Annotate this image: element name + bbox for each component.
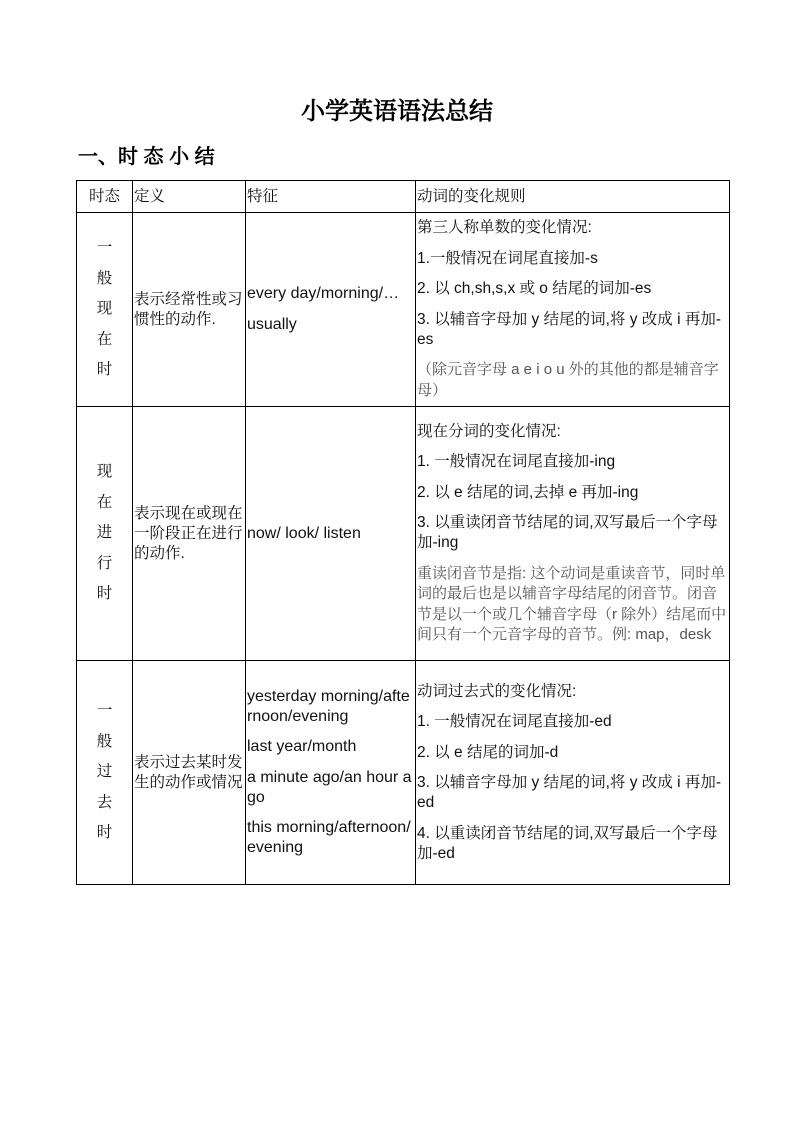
feature-item: usually: [247, 315, 297, 333]
tense-char: 行: [96, 554, 113, 572]
features-cell: [246, 213, 416, 407]
tense-char: 去: [96, 793, 113, 811]
definition-cell: 表示现在或现在一阶段正在进行的动作.: [133, 407, 246, 661]
features-cell: [246, 407, 416, 661]
feature-item: a minute ago/an hour ago: [247, 768, 412, 806]
definition-cell: 表示经常性或习惯性的动作.: [133, 213, 246, 407]
header-rules: 动词的变化规则: [416, 181, 730, 213]
tense-name-cell: [77, 661, 133, 885]
tense-char: 一: [96, 702, 113, 720]
tense-char: 现: [96, 463, 113, 481]
table-row: [77, 407, 730, 661]
header-features: 特征: [246, 181, 416, 213]
rule-item: 2. 以 e 结尾的词加-d: [417, 743, 559, 761]
tense-char: 在: [96, 330, 113, 348]
tense-char: 般: [96, 269, 113, 287]
tense-char: 时: [96, 824, 113, 842]
rule-note: （除元音字母 a e i o u 外的其他的都是辅音字母）: [417, 361, 719, 399]
rule-item: 3. 以辅音字母加 y 结尾的词,将 y 改成 i 再加-ed: [417, 774, 721, 811]
tense-name-cell: [77, 407, 133, 661]
features-cell: [246, 661, 416, 885]
definition-cell: 表示过去某时发生的动作或情况: [133, 661, 246, 885]
rules-cell: [416, 407, 730, 661]
tense-summary-table: [76, 180, 730, 885]
rule-item: 1. 一般情况在词尾直接加-ing: [417, 453, 616, 471]
rule-item: 2. 以 ch,sh,s,x 或 o 结尾的词加-es: [417, 280, 652, 298]
feature-item: yesterday morning/afternoon/evening: [247, 687, 410, 725]
rule-item: 现在分词的变化情况:: [417, 422, 561, 440]
tense-char: 时: [96, 361, 113, 379]
rule-item: 3. 以重读闭音节结尾的词,双写最后一个字母加-ing: [417, 514, 718, 552]
tense-char: 过: [96, 763, 113, 781]
tense-name-cell: [77, 213, 133, 407]
tense-char: 现: [96, 300, 113, 318]
rule-note: 重读闭音节是指: 这个动词是重读音节，同时单词的最后也是以辅音字母结尾的闭音节。闭音节是以一个或几个辅音字母（r 除外）结尾而中间只有一个元音字母的音节。例: map，desk: [417, 564, 727, 643]
header-definition: 定义: [133, 181, 246, 213]
table-row: [77, 213, 730, 407]
tense-char: 一: [96, 239, 113, 257]
table-header-row: [77, 181, 730, 213]
feature-item: last year/month: [247, 738, 357, 756]
document-title: 小学英语语法总结: [301, 98, 493, 125]
tense-char: 在: [96, 493, 113, 511]
section-heading: 一、时 态 小 结: [78, 146, 215, 168]
rules-cell: [416, 661, 730, 885]
rule-item: 动词过去式的变化情况:: [417, 682, 577, 700]
tense-char: 时: [96, 585, 113, 603]
feature-item: every day/morning/…: [247, 285, 400, 303]
rule-item: 1.一般情况在词尾直接加-s: [417, 249, 598, 267]
feature-item: this morning/afternoon/evening: [247, 819, 411, 857]
feature-item: now/ look/ listen: [247, 524, 361, 542]
rules-cell: [416, 213, 730, 407]
rule-item: 4. 以重读闭音节结尾的词,双写最后一个字母加-ed: [417, 824, 718, 862]
table-row: [77, 661, 730, 885]
rule-item: 3. 以辅音字母加 y 结尾的词,将 y 改成 i 再加-es: [417, 310, 721, 348]
tense-char: 般: [96, 732, 113, 750]
rule-item: 2. 以 e 结尾的词,去掉 e 再加-ing: [417, 483, 639, 501]
rule-item: 第三人称单数的变化情况:: [417, 219, 592, 237]
header-tense: 时态: [77, 181, 133, 213]
tense-char: 进: [96, 524, 113, 542]
rule-item: 1. 一般情况在词尾直接加-ed: [417, 713, 612, 730]
